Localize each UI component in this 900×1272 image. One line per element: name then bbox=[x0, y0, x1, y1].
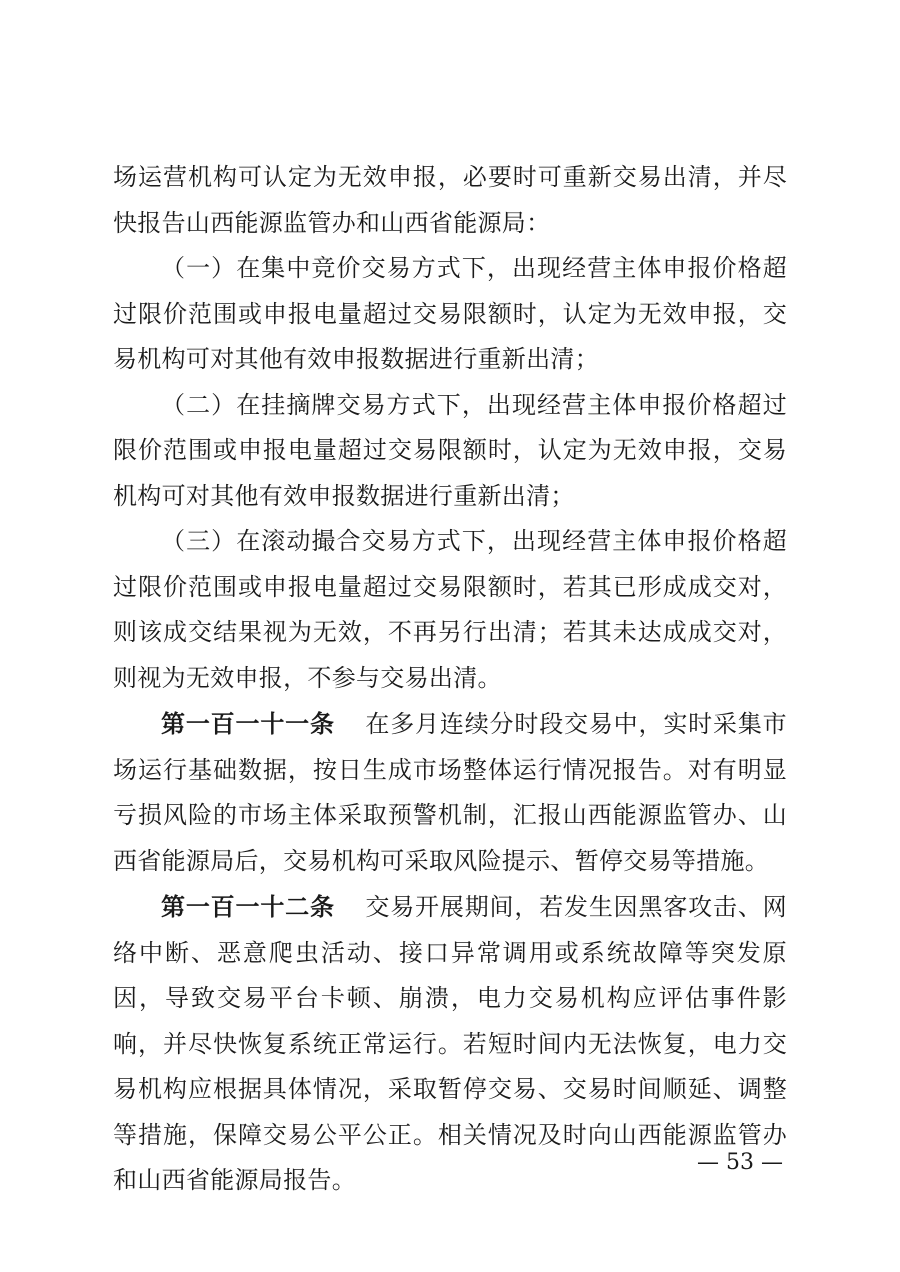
document-body bbox=[113, 155, 787, 1204]
article-111-title: 第一百一十一条 bbox=[161, 709, 335, 738]
article-111 bbox=[113, 701, 787, 884]
list-item-1: （一）在集中竞价交易方式下，出现经营主体申报价格超过限价范围或申报电量超过交易限额时，认定为无效申报，交易机构可对其他有效申报数据进行重新出清； bbox=[113, 254, 787, 373]
page-number: — 53 — bbox=[697, 1150, 783, 1175]
list-item-3: （三）在滚动撮合交易方式下，出现经营主体申报价格超过限价范围或申报电量超过交易限额时，若其已形成成交对，则该成交结果视为无效，不再另行出清；若其未达成成交对，则视为无效申报，不参与交易出清。 bbox=[113, 527, 787, 692]
list-item-2: （二）在挂摘牌交易方式下，出现经营主体申报价格超过限价范围或申报电量超过交易限额时，认定为无效申报，交易机构可对其他有效申报数据进行重新出清； bbox=[113, 390, 787, 510]
article-112-body: 交易开展期间，若发生因黑客攻击、网络中断、恶意爬虫活动、接口异常调用或系统故障等突发原因，导致交易平台卡顿、崩溃，电力交易机构应评估事件影响，并尽快恢复系统正常运行。若短时间内无法恢复，电力交易机构应根据具体情况，采取暂停交易、交易时间顺延、调整等措施，保障交易公平公正。相关情况及时向山西能源监管办和山西省能源局报告。 bbox=[113, 893, 787, 1194]
paragraph-continuation: 场运营机构可认定为无效申报，必要时可重新交易出清，并尽快报告山西能源监管办和山西省能源局： bbox=[113, 163, 787, 237]
article-112-title: 第一百一十二条 bbox=[161, 892, 335, 921]
article-111-body: 在多月连续分时段交易中，实时采集市场运行基础数据，按日生成市场整体运行情况报告。对有明显亏损风险的市场主体采取预警机制，汇报山西能源监管办、山西省能源局后，交易机构可采取风险提示、暂停交易等措施。 bbox=[113, 710, 787, 875]
